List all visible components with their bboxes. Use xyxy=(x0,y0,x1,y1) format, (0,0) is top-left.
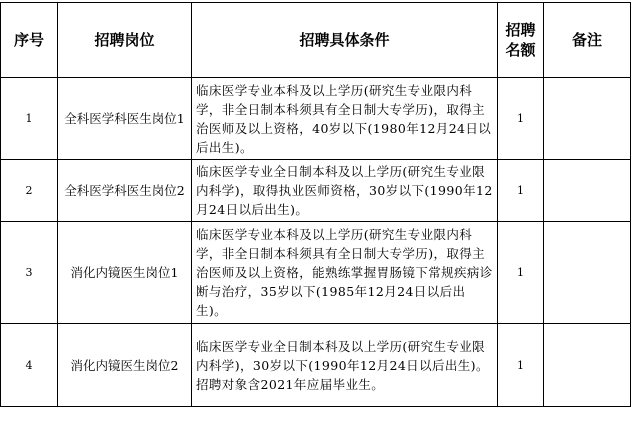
row-serial-number: 2 xyxy=(1,160,58,222)
row-serial-number: 3 xyxy=(1,222,58,324)
row-note xyxy=(544,160,631,222)
table-header-row xyxy=(1,3,631,78)
recruitment-table xyxy=(0,2,631,407)
header-quota-label: 招聘名额 xyxy=(505,21,536,59)
row-quota: 1 xyxy=(498,78,544,160)
row-conditions: 临床医学专业全日制本科及以上学历(研究生专业限内科学)，30岁以下(1990年12月24日以后出生)。招聘对象含2021年应届毕业生。 xyxy=(192,324,498,407)
row-position: 消化内镜医生岗位2 xyxy=(58,324,192,407)
table-row xyxy=(1,160,631,222)
row-position: 消化内镜医生岗位1 xyxy=(58,222,192,324)
row-note xyxy=(544,222,631,324)
row-conditions: 临床医学专业全日制本科及以上学历(研究生专业限内科学)，取得执业医师资格，30岁以下(1990年12月24日以后出生)。 xyxy=(192,160,498,222)
header-position: 招聘岗位 xyxy=(58,3,192,78)
row-quota: 1 xyxy=(498,160,544,222)
row-note xyxy=(544,324,631,407)
row-position: 全科医学科医生岗位2 xyxy=(58,160,192,222)
header-notes: 备注 xyxy=(544,3,631,78)
row-serial-number: 4 xyxy=(1,324,58,407)
row-serial-number: 1 xyxy=(1,78,58,160)
row-conditions: 临床医学专业本科及以上学历(研究生专业限内科学，非全日制本科须具有全日制大专学历)，取得主治医师及以上资格，能熟练掌握胃肠镜下常规疾病诊断与治疗，35岁以下(1985年12月24日以后出生)。 xyxy=(192,222,498,324)
row-quota: 1 xyxy=(498,222,544,324)
table-row xyxy=(1,222,631,324)
header-serial-number: 序号 xyxy=(1,3,58,78)
row-position: 全科医学科医生岗位1 xyxy=(58,78,192,160)
row-quota: 1 xyxy=(498,324,544,407)
header-quota xyxy=(498,3,544,78)
header-conditions: 招聘具体条件 xyxy=(192,3,498,78)
row-conditions: 临床医学专业本科及以上学历(研究生专业限内科学，非全日制本科须具有全日制大专学历)，取得主治医师及以上资格，40岁以下(1980年12月24日以后出生)。 xyxy=(192,78,498,160)
row-note xyxy=(544,78,631,160)
table-row xyxy=(1,78,631,160)
table-row xyxy=(1,324,631,407)
